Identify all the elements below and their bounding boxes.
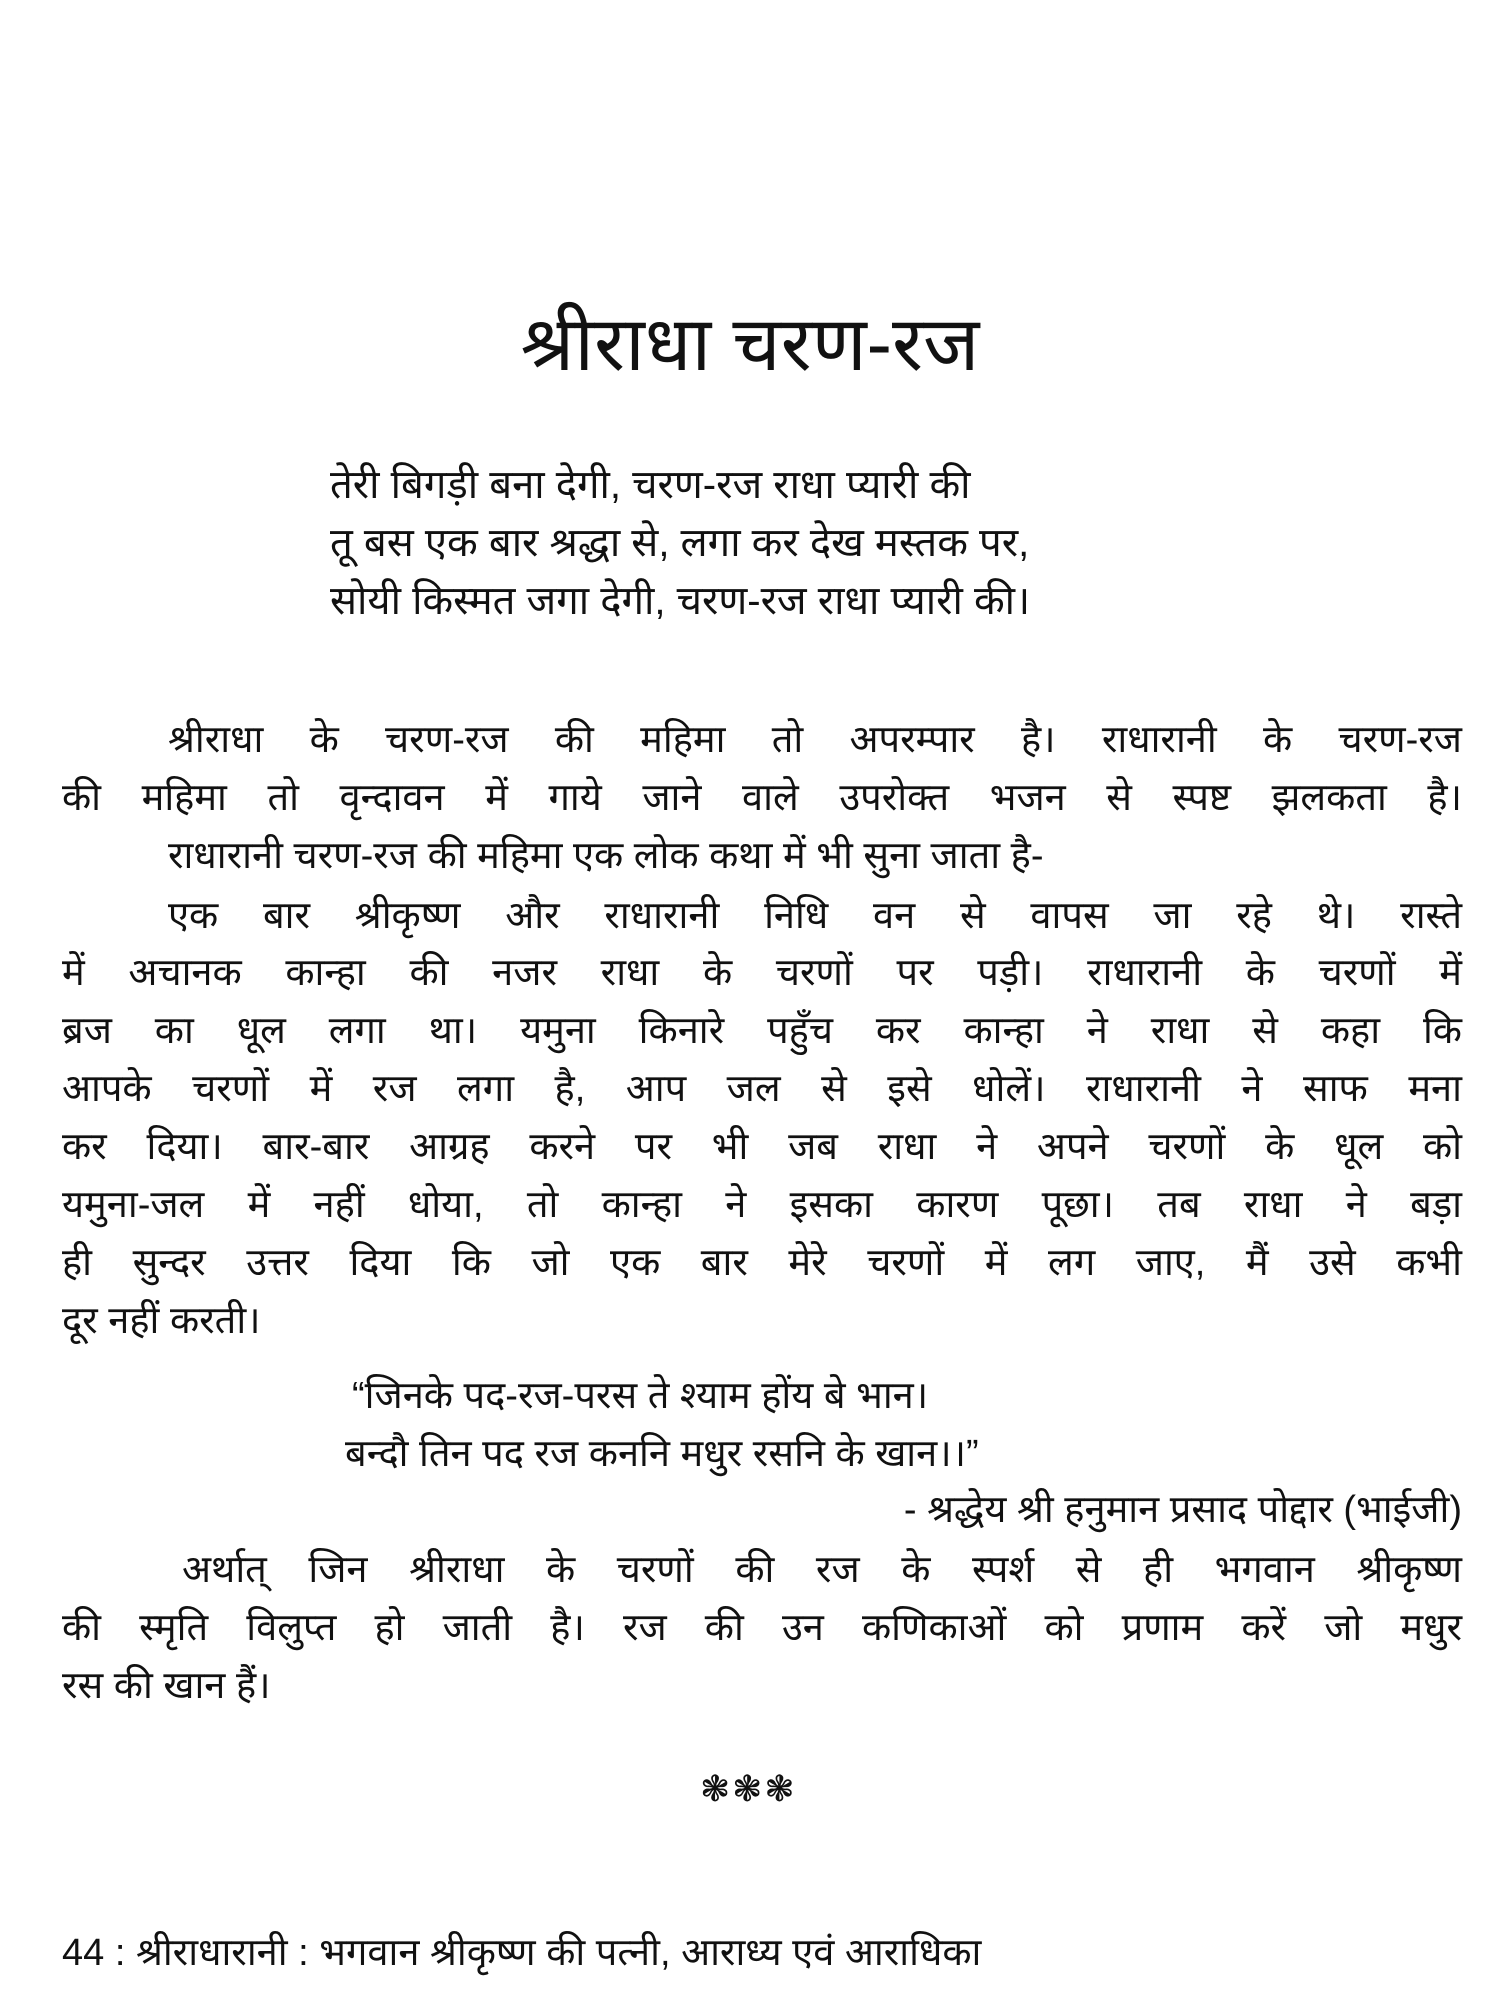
body-line: की महिमा तो वृन्दावन में गाये जाने वाले उपरोक्त भजन से स्पष्ट झलकता है। bbox=[62, 777, 1462, 819]
page-title: श्रीराधा चरण-रज bbox=[520, 302, 980, 387]
flower-ornament-icon: ❃❃❃ bbox=[700, 1768, 797, 1809]
body-line: कर दिया। बार-बार आग्रह करने पर भी जब राधा ने अपने चरणों के धूल को bbox=[62, 1126, 1462, 1168]
body-line: ही सुन्दर उत्तर दिया कि जो एक बार मेरे चरणों में लग जाए, मैं उसे कभी bbox=[62, 1242, 1462, 1284]
quote-line: “जिनके पद-रज-परस ते श्याम होंय बे भान। bbox=[352, 1375, 929, 1417]
poem-line: सोयी किस्मत जगा देगी, चरण-रज राधा प्यारी की। bbox=[330, 579, 1031, 623]
body-line: यमुना-जल में नहीं धोया, तो कान्हा ने इसका कारण पूछा। तब राधा ने बड़ा bbox=[62, 1184, 1462, 1226]
body-line: में अचानक कान्हा की नजर राधा के चरणों पर पड़ी। राधारानी के चरणों में bbox=[62, 952, 1462, 994]
body-line: एक बार श्रीकृष्ण और राधारानी निधि वन से वापस जा रहे थे। रास्ते bbox=[168, 895, 1462, 937]
closing-line: रस की खान हैं। bbox=[62, 1665, 271, 1707]
body-line: ब्रज का धूल लगा था। यमुना किनारे पहुँच कर कान्हा ने राधा से कहा कि bbox=[62, 1010, 1462, 1052]
page-footer: 44 : श्रीराधारानी : भगवान श्रीकृष्ण की पत्नी, आराध्य एवं आराधिका bbox=[62, 1932, 982, 1974]
quote-line: बन्दौ तिन पद रज कननि मधुर रसनि के खान।।” bbox=[345, 1433, 979, 1475]
quote-attribution: - श्रद्धेय श्री हनुमान प्रसाद पोद्दार (भाईजी) bbox=[903, 1489, 1462, 1531]
closing-line: अर्थात् जिन श्रीराधा के चरणों की रज के स्पर्श से ही भगवान श्रीकृष्ण bbox=[182, 1549, 1462, 1591]
poem-line: तेरी बिगड़ी बना देगी, चरण-रज राधा प्यारी की bbox=[330, 463, 971, 507]
body-line: दूर नहीं करती। bbox=[62, 1300, 261, 1342]
poem-line: तू बस एक बार श्रद्धा से, लगा कर देख मस्तक पर, bbox=[330, 521, 1030, 565]
body-line: श्रीराधा के चरण-रज की महिमा तो अपरम्पार है। राधारानी के चरण-रज bbox=[168, 719, 1462, 761]
closing-line: की स्मृति विलुप्त हो जाती है। रज की उन कणिकाओं को प्रणाम करें जो मधुर bbox=[62, 1607, 1462, 1649]
body-line: राधारानी चरण-रज की महिमा एक लोक कथा में भी सुना जाता है- bbox=[168, 835, 1044, 877]
body-line: आपके चरणों में रज लगा है, आप जल से इसे धोलें। राधारानी ने साफ मना bbox=[62, 1068, 1462, 1110]
